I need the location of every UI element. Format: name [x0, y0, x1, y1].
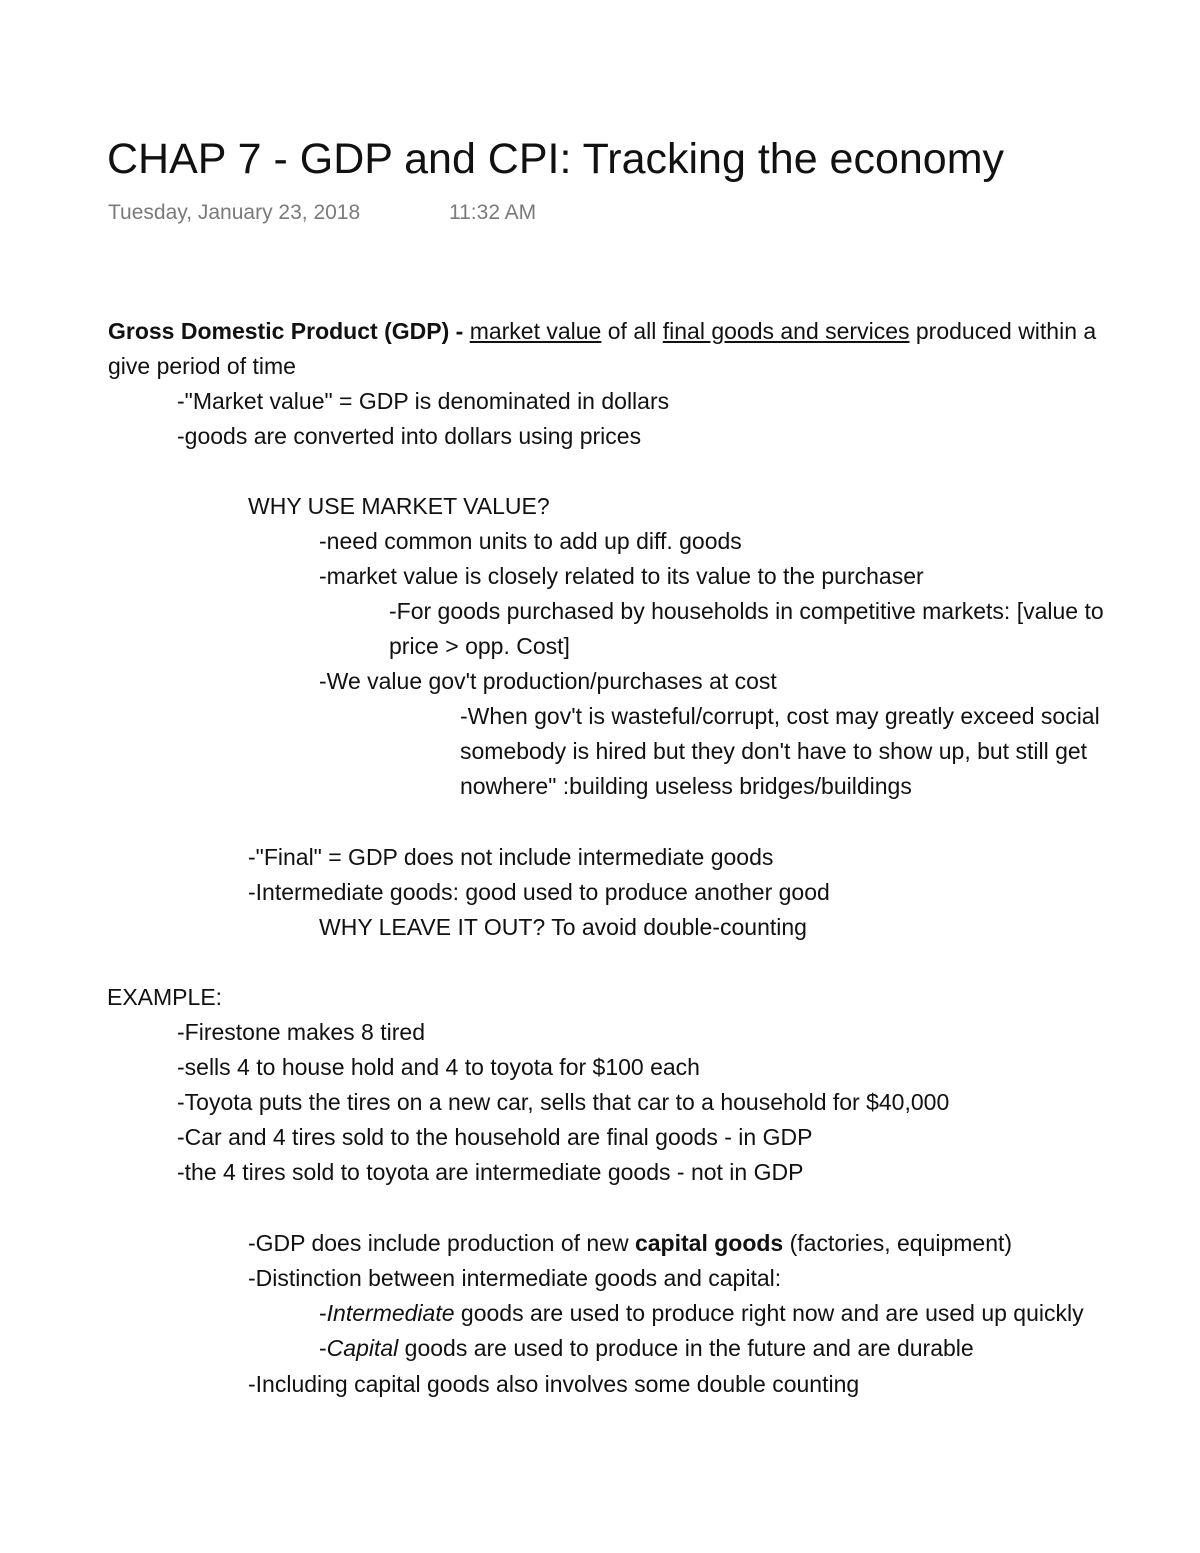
gov-wasteful-line-3: nowhere" :building useless bridges/buildings — [460, 773, 912, 799]
double-counting-line: -Including capital goods also involves some double counting — [248, 1371, 860, 1397]
example-item: -Firestone makes 8 tired — [177, 1019, 425, 1045]
capital-definition-line — [319, 1333, 974, 1363]
gov-wasteful-line: -When gov't is wasteful/corrupt, cost may greatly exceed social — [460, 703, 1100, 729]
capital-goods-post: (factories, equipment) — [783, 1230, 1013, 1256]
gdp-definition-line-2: give period of time — [108, 353, 296, 379]
intermediate-definition-line — [319, 1298, 1084, 1328]
example-item: -the 4 tires sold to toyota are intermediate goods - not in GDP — [177, 1159, 804, 1185]
gov-wasteful-line-2: somebody is hired but they don't have to show up, but still get — [460, 738, 1088, 764]
capital-rest: goods are used to produce in the future and are durable — [398, 1335, 974, 1361]
capital-goods-term: capital goods — [634, 1230, 784, 1256]
page-title: CHAP 7 - GDP and CPI: Tracking the economy — [107, 135, 1005, 183]
competitive-markets-line: -For goods purchased by households in competitive markets: [value to — [389, 598, 1104, 624]
note-date: Tuesday, January 23, 2018 — [108, 201, 361, 224]
gdp-definition-line — [108, 316, 1096, 346]
gov-production-line: -We value gov't production/purchases at cost — [319, 668, 777, 694]
definition-separator: - — [449, 318, 470, 344]
definition-connector: of all — [601, 318, 663, 344]
market-value-line: -"Market value" = GDP is denominated in dollars — [177, 388, 670, 414]
capital-term: Capital — [326, 1335, 399, 1361]
example-item: -sells 4 to house hold and 4 to toyota for $100 each — [177, 1054, 700, 1080]
final-goods-phrase: final goods and services — [662, 318, 910, 344]
example-item: -Toyota puts the tires on a new car, sells that car to a household for $40,000 — [177, 1089, 950, 1115]
intermediate-rest: goods are used to produce right now and are used up quickly — [454, 1300, 1084, 1326]
intermediate-goods-line: -Intermediate goods: good used to produce another good — [248, 879, 830, 905]
dash: - — [319, 1300, 327, 1326]
gdp-term: Gross Domestic Product (GDP) — [108, 318, 450, 344]
reason-common-units: -need common units to add up diff. goods — [319, 528, 742, 554]
market-value-phrase: market value — [469, 318, 602, 344]
capital-goods-pre: -GDP does include production of new — [248, 1230, 635, 1256]
competitive-markets-line-2: price > opp. Cost] — [389, 633, 570, 659]
definition-rest: produced within a — [909, 318, 1097, 344]
prices-line: -goods are converted into dollars using prices — [177, 423, 642, 449]
dash: - — [319, 1335, 327, 1361]
intermediate-term: Intermediate — [326, 1300, 455, 1326]
example-heading: EXAMPLE: — [107, 984, 223, 1010]
note-time: 11:32 AM — [449, 201, 537, 224]
example-item: -Car and 4 tires sold to the household are final goods - in GDP — [177, 1124, 813, 1150]
distinction-line: -Distinction between intermediate goods and capital: — [248, 1265, 782, 1291]
why-market-value-heading: WHY USE MARKET VALUE? — [248, 493, 550, 519]
final-line: -"Final" = GDP does not include intermediate goods — [248, 844, 774, 870]
reason-value-to-purchaser: -market value is closely related to its value to the purchaser — [319, 563, 924, 589]
why-leave-out-line: WHY LEAVE IT OUT? To avoid double-counting — [319, 914, 807, 940]
capital-goods-line — [248, 1228, 1012, 1258]
